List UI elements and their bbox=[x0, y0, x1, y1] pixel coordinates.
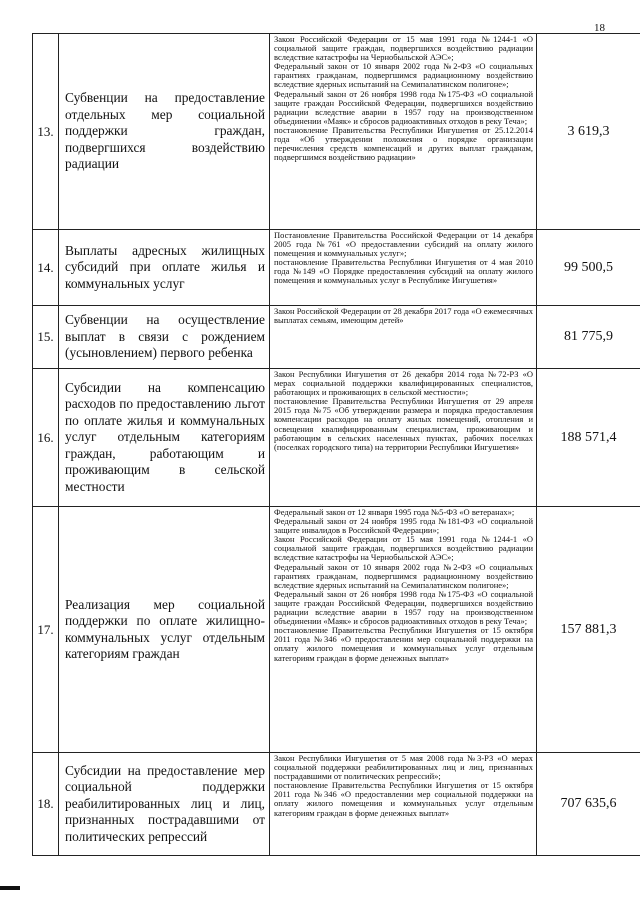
law-item: постановление Правительства Республики Ингушетия от 15 октября 2011 года №346 «О предоставлении мер социальной поддержки на оплату жилого помещения и коммунальных услуг отдельным категориям граждан в форме денежных выплат» bbox=[274, 625, 533, 663]
law-item: Постановление Правительства Российской Федерации от 14 декабря 2005 года №761 «О предоставлении субсидий на оплату жилого помещения и коммунальных услуг»; bbox=[274, 230, 533, 259]
row-number: 13. bbox=[33, 34, 59, 230]
row-legal-basis bbox=[270, 230, 537, 306]
law-item: Федеральный закон от 26 ноября 1998 года №175-ФЗ «О социальной защите граждан Российской Федерации, подвергшихся воздействию радиации вследствие аварии в 1957 году на производственном объединении «Маяк» и сбросов радиоактивных отходов в реку Теча»; bbox=[274, 588, 533, 627]
law-item: Федеральный закон от 10 января 2002 года №2-ФЗ «О социальных гарантиях гражданам, подвергшимся радиационному воздействию вследствие ядерных испытаний на Семипалатинском полигоне»; bbox=[274, 561, 533, 590]
row-number: 18. bbox=[33, 753, 59, 856]
law-item: постановление Правительства Республики Ингушетия от 25.12.2014 года «Об утверждении положения о порядке организации перечисления средств компенсаций и других выплат гражданам, подвергшимся воздействию радиации» bbox=[274, 124, 533, 163]
law-item: Закон Российской Федерации от 15 мая 1991 года №1244-1 «О социальной защите граждан, подвергшихся воздействию радиации вследствие катастрофы на Чернобыльской АЭС»; bbox=[274, 534, 533, 563]
row-name: Субсидии на предоставление мер социальной поддержки реабилитированных лиц и лиц, признанных пострадавшими от политических репрессий bbox=[59, 753, 270, 856]
budget-table-body bbox=[33, 34, 640, 856]
row-name: Выплаты адресных жилищных субсидий при оплате жилья и коммунальных услуг bbox=[59, 230, 270, 306]
row-number: 15. bbox=[33, 306, 59, 369]
row-amount: 188 571,4 bbox=[537, 369, 640, 507]
table-row bbox=[33, 507, 640, 753]
row-amount: 99 500,5 bbox=[537, 230, 640, 306]
law-item: Закон Российской Федерации от 15 мая 1991 года №1244-1 «О социальной защите граждан, подвергшихся воздействию радиации вследствие катастрофы на Чернобыльской АЭС»; bbox=[274, 34, 533, 63]
law-item: Федеральный закон от 24 ноября 1995 года №181-ФЗ «О социальной защите инвалидов в Российской Федерации»; bbox=[274, 516, 533, 536]
row-amount: 707 635,6 bbox=[537, 753, 640, 856]
row-name: Субвенции на осуществление выплат в связи с рождением (усыновлением) первого ребенка bbox=[59, 306, 270, 369]
row-number: 17. bbox=[33, 507, 59, 753]
row-amount: 157 881,3 bbox=[537, 507, 640, 753]
row-legal-basis bbox=[270, 507, 537, 753]
row-legal-basis bbox=[270, 753, 537, 856]
table-row bbox=[33, 369, 640, 507]
law-item: Закон Российской Федерации от 28 декабря 2017 года «О ежемесячных выплатах семьям, имеющим детей» bbox=[274, 306, 533, 326]
law-item: Закон Республики Ингушетия от 5 мая 2008 года №3-РЗ «О мерах социальной поддержки реабилитированных лиц и лиц, признанных пострадавшими от политических репрессий»; bbox=[274, 753, 533, 782]
law-item: постановление Правительства Республики Ингушетия от 15 октября 2011 года №346 «О предоставлении мер социальной поддержки на оплату жилого помещения и коммунальных услуг отдельным категориям граждан в форме денежных выплат» bbox=[274, 780, 533, 818]
law-item: постановление Правительства Республики Ингушетия от 29 апреля 2015 года №75 «Об утверждении размера и порядка предоставления компенсации расходов на оплату жилых помещений, отопления и освещения квалифицированным специалистам, проживающим и работающим в сельских населенных пунктах, рабочих поселках (поселках городского типа) на территории Республики Ингушетия» bbox=[274, 396, 533, 452]
page-number: 18 bbox=[594, 22, 605, 34]
law-item: Закон Республики Ингушетия от 26 декабря 2014 года №72-РЗ «О мерах социальной поддержки квалифицированных специалистов, работающих и проживающих в сельской местности»; bbox=[274, 369, 533, 398]
table-row bbox=[33, 230, 640, 306]
row-amount: 81 775,9 bbox=[537, 306, 640, 369]
row-number: 14. bbox=[33, 230, 59, 306]
row-name: Субвенции на предоставление отдельных мер социальной поддержки граждан, подвергшихся воздействию радиации bbox=[59, 34, 270, 230]
law-item: постановление Правительства Республики Ингушетия от 4 мая 2010 года №149 «О Порядке предоставления субсидий на оплату жилого помещения и коммунальных услуг в Республике Ингушетия» bbox=[274, 257, 533, 286]
scan-edge-mark bbox=[0, 886, 20, 890]
table-row bbox=[33, 753, 640, 856]
row-legal-basis bbox=[270, 369, 537, 507]
row-number: 16. bbox=[33, 369, 59, 507]
law-item: Федеральный закон от 10 января 2002 года №2-ФЗ «О социальных гарантиях гражданам, подвергшимся радиационному воздействию вследствие ядерных испытаний на Семипалатинском полигоне»; bbox=[274, 61, 533, 90]
row-name: Реализация мер социальной поддержки по оплате жилищно-коммунальных услуг отдельным категориям граждан bbox=[59, 507, 270, 753]
budget-table bbox=[32, 33, 640, 856]
row-amount: 3 619,3 bbox=[537, 34, 640, 230]
table-row bbox=[33, 34, 640, 230]
law-item: Федеральный закон от 26 ноября 1998 года №175-ФЗ «О социальной защите граждан Российской Федерации, подвергшихся воздействию радиации вследствие аварии в 1957 году на производственном объединении «Маяк» и сбросов радиоактивных отходов в реку Теча»; bbox=[274, 88, 533, 126]
law-item: Федеральный закон от 12 января 1995 года №5-ФЗ «О ветеранах»; bbox=[274, 507, 515, 517]
table-row bbox=[33, 306, 640, 369]
row-legal-basis bbox=[270, 306, 537, 369]
row-legal-basis bbox=[270, 34, 537, 230]
row-name: Субсидии на компенсацию расходов по предоставлению льгот по оплате жилья и коммунальных услуг отдельным категориям граждан, работающим и проживающим в сельской местности bbox=[59, 369, 270, 507]
